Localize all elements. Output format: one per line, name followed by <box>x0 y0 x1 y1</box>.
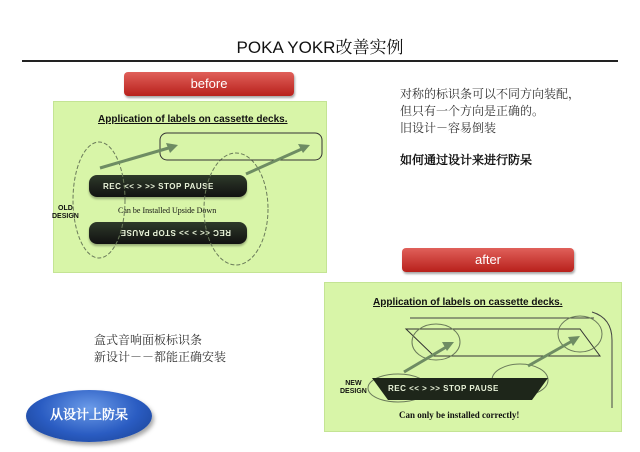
old-design-label-line2: DESIGN <box>52 213 79 220</box>
new-arrow-right-shaft <box>528 340 574 366</box>
old-arrow-right-shaft <box>246 148 304 174</box>
old-panel-note: Can be Installed Upside Down <box>118 206 217 215</box>
new-panel-heading: Application of labels on cassette decks. <box>373 297 563 308</box>
right-explanation <box>400 86 580 137</box>
old-strip-text: REC << > >> STOP PAUSE <box>103 182 214 191</box>
left-text-line1: 盒式音响面板标识条 <box>94 333 203 347</box>
new-arrow-left-shaft <box>404 346 448 372</box>
new-design-label <box>340 380 367 396</box>
old-strip-text-flipped: REC << > >> STOP PAUSE <box>120 228 231 237</box>
right-text-line2: 但只有一个方向是正确的。 <box>400 104 545 118</box>
old-design-label-line1: OLD <box>58 205 73 212</box>
new-strip-text: REC << > >> STOP PAUSE <box>388 384 499 393</box>
new-design-label-line2: DESIGN <box>340 388 367 395</box>
new-design-label-line1: NEW <box>345 380 362 387</box>
page-title: POKA YOKR改善实例 <box>236 38 404 57</box>
after-label: after <box>402 248 574 272</box>
error-proofing-by-design-button[interactable]: 从设计上防呆 <box>26 390 152 442</box>
right-question: 如何通过设计来进行防呆 <box>400 153 533 167</box>
old-left-oval <box>73 142 125 258</box>
right-text-line3: 旧设计－容易倒装 <box>400 121 497 135</box>
before-label: before <box>124 72 294 96</box>
new-guide-line <box>592 312 612 408</box>
right-text-line1: 对称的标识条可以不同方向装配， <box>400 87 581 101</box>
old-target-outline <box>160 133 322 160</box>
new-panel-note: Can only be installed correctly! <box>399 410 520 420</box>
old-panel-heading: Application of labels on cassette decks. <box>98 114 288 125</box>
left-text-line2: 新设计－－都能正确安装 <box>94 350 227 364</box>
left-explanation <box>94 332 226 366</box>
